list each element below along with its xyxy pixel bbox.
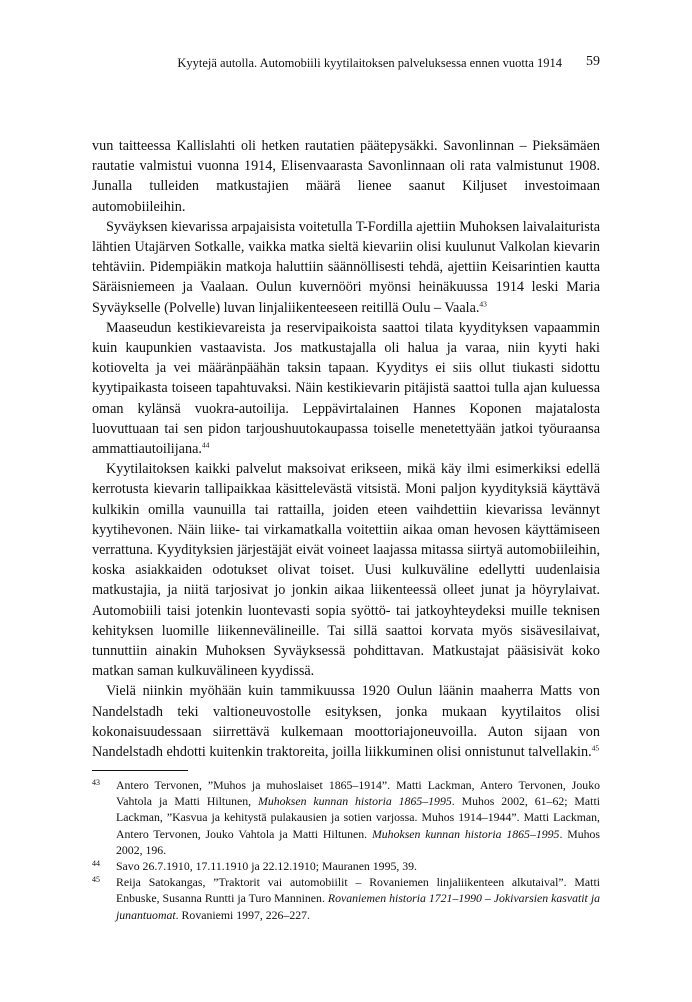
footnote-number: 43 [92, 778, 100, 787]
paragraph-4: Kyytilaitoksen kaikki palvelut maksoivat erikseen, mikä käy ilmi esimerkiksi edellä kerrotusta kievarin tallipaikkaa käsittelevästä vitsistä. Moni paljon kyydityksiä käyttävä kulkikin omilla vaunuilla tai rattailla, joiden eteen vaihdettiin kievarissa levännyt kyytihevonen. Näin liike- tai virkamatkalla voitettiin aikaa oman hevosen käyttämiseen verrattuna. Kyydityksien järjestäjät eivät voineet laajassa mitassa siirtyä automobiileihin, koska asiakkaiden odotukset olivat toiset. Uusi kulkuväline edellytti uudenlaisia matkustajia, ja niitä tarjosivat jo jonkin aikaa liikenteessä olleet junat ja höyrylaivat. Automobiili taisi jotenkin luontevasti sopia syöttö- tai jatkoyhteydeksi muille teknisen kehityksen luomille liikennevälineille. Tai sillä saattoi korvata myös sisävesilaivat, tunnuttiin ainakin Muhoksen Syväyksessä pohdittavan. Matkustajat pääsisivät koko matkan saman kulkuvälineen kyydissä. [92, 461, 600, 680]
paragraph-2: Syväyksen kievarissa arpajaisista voitetulla T-Fordilla ajettiin Muhoksen laivalaiturista lähtien Utajärven Sotkalle, vaikka matka sieltä kievariin olisi kuulunut Valkolan kievarin tehtäviin. Pidempiäkin matkoja haluttiin säännöllisesti tehdä, ajettiin Keisarintien kautta Säräisniemeen ja Vaalaan. Oulun kuvernööri myönsi heinäkuussa 1914 leski Maria Syväykselle (Polvelle) luvan linjaliikenteeseen reitillä Oulu – Vaala.$^{43}$ [92, 218, 600, 316]
footnote-number: 44 [92, 859, 100, 869]
footnote-44: 44 Savo 26.7.1910, 17.11.1910 ja 22.12.1910; Mauranen 1995, 39. [92, 858, 600, 874]
paragraph-3: Maaseudun kestikievareista ja reservipaikoista saattoi tilata kyydityksen vapaammin kuin kaupunkien vastaavista. Jos matkustajalla oli halua ja varaa, niin kyyti haki kotiovelta ja vei määränpäähän taksin tapaan. Kyyditys ei siis ollut tiukasti sidottu kyytipaikasta toiseen tapahtuvaksi. Näin kestikievarin pitäjistä saattoi tulla ajan kuluessa oman kylänsä vuokra-autoilija. Leppävirtalainen Hannes Koponen majatalosta luovuttuaan tai sen pidon tarjoushuutokaupassa toiselle menetettyään jatkoi työuraansa ammattiautoilijana.$^{44}$ [92, 319, 600, 458]
running-title: Kyytejä autolla. Automobiili kyytilaitoksen palveluksessa ennen vuotta 1914 [177, 56, 562, 70]
body-text [92, 136, 600, 762]
footnote-43: 43 Antero Tervonen, ”Muhos ja muhoslaiset 1865–1914”. Matti Lackman, Antero Tervonen, Jouko Vahtola ja Matti Hiltunen, Muhoksen kunnan historia 1865–1995. Muhos 2002, 61–62; Matti Lackman, ”Kasvua ja kehitystä pulakausien ja sotien varjossa. Muhos 1914–1944”. Matti Lackman, Antero Tervonen, Jouko Vahtola ja Matti Hiltunen. Muhoksen kunnan historia 1865–1995. Muhos 2002, 196. [92, 777, 600, 858]
paragraph-1: vun taitteessa Kallislahti oli hetken rautatien päätepysäkki. Savonlinnan – Pieksämäen rautatie valmistui vuonna 1914, Elisenvaarasta Savonlinnaan oli rata valmistunut 1908. Junalla tulleiden matkustajien määrä lienee saanut Kiljuset investoimaan automobiileihin. [92, 138, 600, 215]
footnote-45: 45 Reija Satokangas, ”Traktorit vai automobiilit – Rovaniemen linjaliikenteen alkutaival”. Matti Enbuske, Susanna Runtti ja Turo Manninen. Rovaniemen historia 1721–1990 – Jokivarsien kasvatit ja junantuomat. Rovaniemi 1997, 226–227. [92, 874, 600, 923]
footnote-ref-43[interactable]: 43 [479, 298, 487, 308]
footnote-ref-45[interactable]: 45 [591, 743, 600, 753]
book-title: Muhoksen kunnan historia 1865–1995 [258, 794, 452, 809]
book-title: Muhoksen kunnan historia 1865–1995 [371, 826, 560, 841]
footnote-ref-44[interactable]: 44 [201, 440, 210, 450]
page-number: 59 [586, 54, 600, 69]
footnote-divider [92, 770, 188, 771]
paragraph-5: Vielä niinkin myöhään kuin tammikuussa 1920 Oulun läänin maaherra Matts von Nandelstadh teki valtioneuvostolle esityksen, jonka mukaan kyytilaitos olisi kokonaisuudessaan siirrettävä kulkemaan moottoriajoneuvoilla. Auton sijaan von Nandelstadh ehdotti kuitenkin traktoreita, joilla liikkuminen olisi onnistunut talvellakin.$^{45}$ [92, 683, 600, 761]
footnotes [92, 777, 600, 923]
book-title: Rovaniemen historia 1721–1990 – Jokivarsien kasvatit ja junantuomat [116, 891, 600, 922]
footnote-number: 45 [92, 875, 100, 885]
